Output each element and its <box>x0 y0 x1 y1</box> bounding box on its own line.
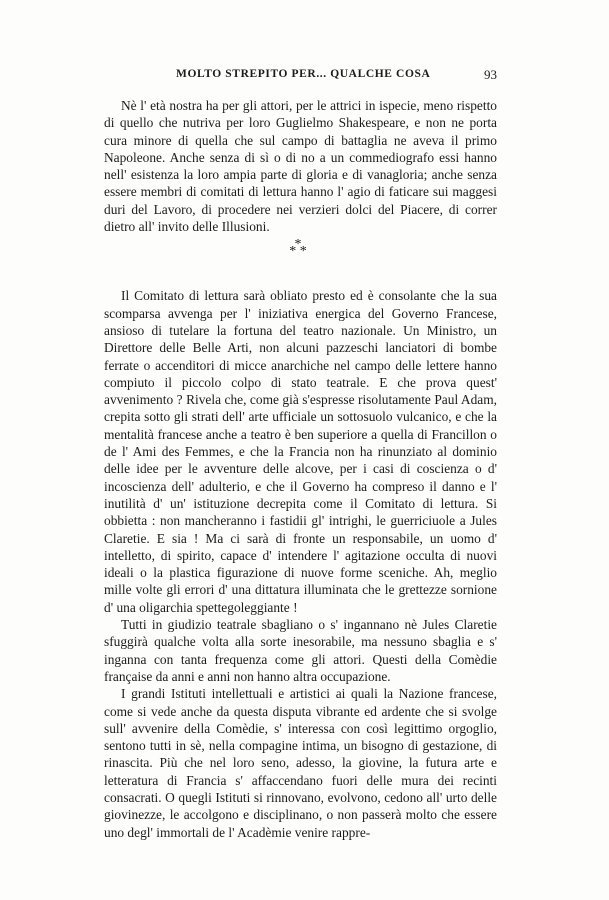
body-text <box>104 97 497 841</box>
paragraph-2: Il Comitato di lettura sarà obliato presto ed è consolante che la sua scomparsa avvenga per l' iniziativa energica del Governo Francese, ansioso di tutelare la fortuna del teatro nazionale. Un Ministro, un Direttore delle Belle Arti, non alcuni pazzeschi lanciatori di bombe ferrate o accenditori di micce anarchiche nel campo delle lettere hanno compiuto il piccolo colpo di stato teatrale. E che prova quest' avvenimento ? Rivela che, come già s'espresse risolutamente Paul Adam, crepita sotto gli strati dell' arte ufficiale un sottosuolo vulcanico, e che la mentalità francese anche a teatro è ben superiore a quella di Francillon o de l' Ami des Femmes, e che la Francia non ha rinunziato al dominio delle idee per le avventure delle alcove, per i casi di coscienza o d' incoscienza dell' adulterio, e che il Governo ha compreso il danno e l' inutilità d' un' istituzione decrepita come il Comitato di lettura. Si obbietta : non mancheranno i fastidii gl' intrighi, le guerriciuole a Jules Claretie. E sia ! Ma ci sarà di fronte un responsabile, un uomo d' intelletto, di spirito, capace d' intendere l' agitazione occulta di nuovi ideali o la plastica figurazione di nuove forme sceniche. Ah, meglio mille volte gli errori d' una dittatura illuminata che le grettezze sornione d' una oligarchia spettegoleggiante ! <box>104 288 497 615</box>
running-title: MOLTO STREPITO PER... QUALCHE COSA <box>176 68 431 80</box>
paragraph-1: Nè l' età nostra ha per gli attori, per le attrici in ispecie, meno rispetto di quello che nutriva per loro Guglielmo Shakespeare, e non ne porta cura minore di quella che sul campo di battaglia ne aveva il primo Napoleone. Anche senza di sì o di no a un commediografo essi hanno nell' esistenza la loro ampia parte di gloria e di vanagloria; anche senza essere membri di comitati di lettura hanno l' agio di faticare sui maggesi duri del Lavoro, di procedere nei verzieri dolci del Piacere, di correr dietro all' invito delle Illusioni. <box>104 98 497 235</box>
paragraph-3: Tutti in giudizio teatrale sbagliano o s' ingannano nè Jules Claretie sfuggirà qualche volta alla sorte inesorabile, ma nessuno sbaglia e s' inganna con tanta frequenza come gli attori. Questi della Comèdie française da anni e anni non hanno altra occupazione. <box>104 617 497 684</box>
asterism-divider <box>104 235 497 287</box>
page-number: 93 <box>484 67 497 82</box>
paragraph-4: I grandi Istituti intellettuali e artistici ai quali la Nazione francese, come si vede anche da questa disputa vibrante ed ardente che si svolge sull' avvenire della Comèdie, s' interessa con così legittimo orgoglio, sentono tutti in sè, nella compagine intima, un bisogno di gestazione, di rinascita. Più che nel loro seno, adesso, la giovine, la futura arte e letteratura di Francia s' affaccendano fuori delle mura dei recinti consacrati. O quegli Istituti si rinnovano, evolvono, cedono all' urto delle giovinezze, le accolgono e disciplinano, o non passerà molto che essere uno degl' immortali de l' Acadèmie venire rappre- <box>104 686 497 840</box>
asterism-glyph: * * * <box>289 237 307 260</box>
page-header <box>104 68 497 88</box>
